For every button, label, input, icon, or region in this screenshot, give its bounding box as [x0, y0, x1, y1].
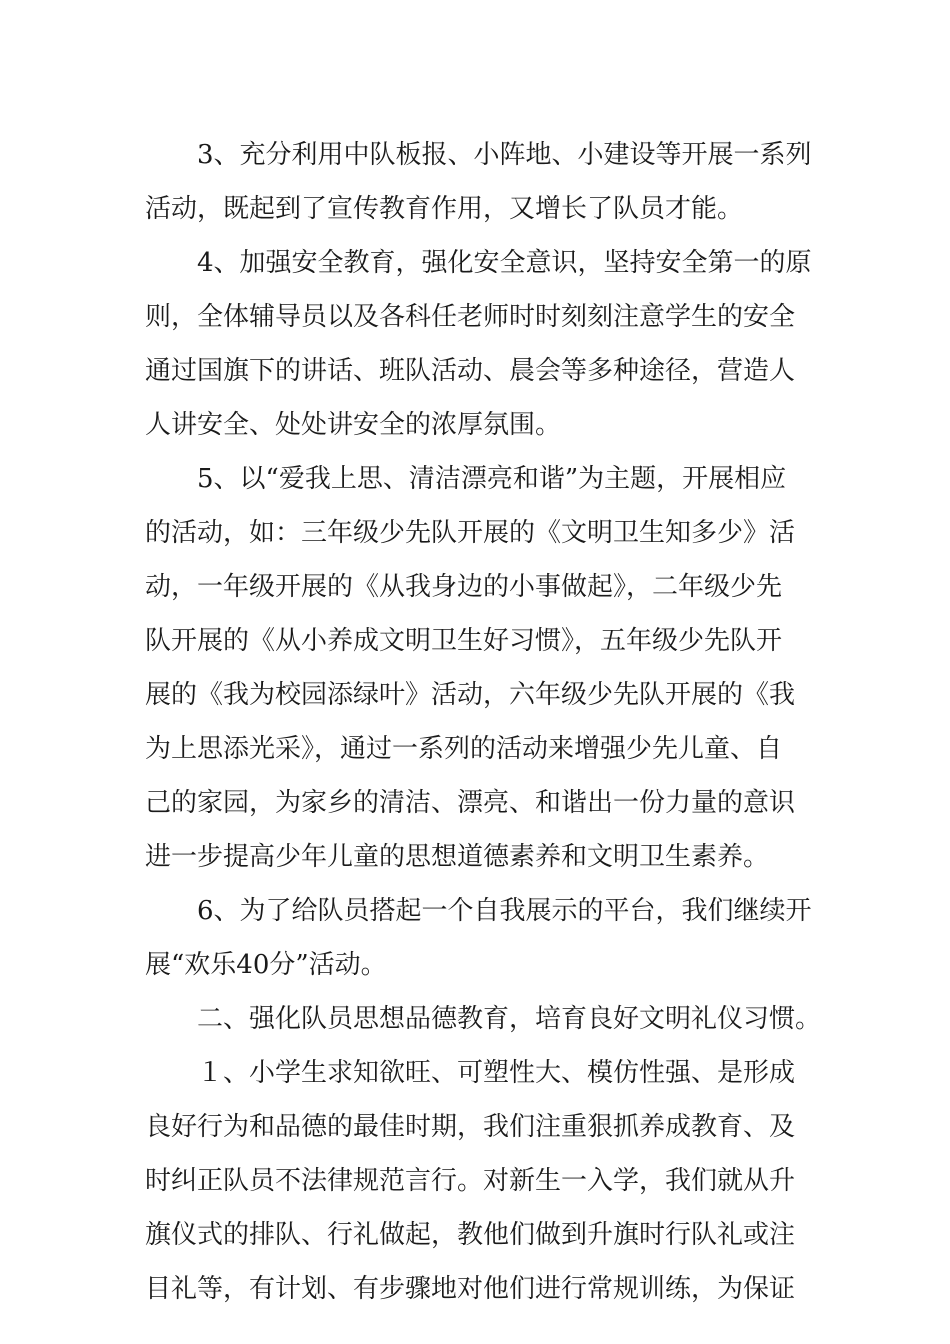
text-line: 动，一年级开展的《从我身边的小事做起》，二年级少先: [145, 572, 783, 602]
paragraph-6: [145, 884, 812, 992]
text-line: 己的家园，为家乡的清洁、漂亮、和谐出一份力量的意识: [145, 788, 796, 818]
section-heading: [145, 992, 822, 1046]
text-line: 通过国旗下的讲话、班队活动、晨会等多种途径，营造人: [145, 356, 796, 386]
document-body: [145, 128, 822, 1316]
text-line: 展的《我为校园添绿叶》活动，六年级少先队开展的《我: [145, 680, 796, 710]
text-line: 5、以“爱我上思、清洁漂亮和谐”为主题，开展相应: [197, 464, 787, 494]
section-heading-text: 二、强化队员思想品德教育，培育良好文明礼仪习惯。: [197, 1004, 822, 1034]
text-line: 为上思添光采》，通过一系列的活动来增强少先儿童、自: [145, 734, 783, 764]
paragraph-4: [145, 236, 812, 452]
paragraph-3: [145, 128, 812, 236]
text-line: 时纠正队员不法律规范言行。对新生一入学，我们就从升: [145, 1166, 796, 1196]
text-line: 队开展的《从小养成文明卫生好习惯》，五年级少先队开: [145, 626, 783, 656]
text-line: 良好行为和品德的最佳时期，我们注重狠抓养成教育、及: [145, 1112, 796, 1142]
paragraph-2-1: [145, 1046, 809, 1316]
text-line: １、小学生求知欲旺、可塑性大、模仿性强、是形成: [197, 1058, 796, 1088]
text-line: 3、充分利用中队板报、小阵地、小建设等开展一系列: [197, 140, 812, 170]
text-line: 则，全体辅导员以及各科任老师时时刻刻注意学生的安全: [145, 302, 796, 332]
text-line: 进一步提高少年儿童的思想道德素养和文明卫生素养。: [145, 842, 770, 872]
text-line: 旗仪式的排队、行礼做起，教他们做到升旗时行队礼或注: [145, 1220, 796, 1250]
text-line: 6、为了给队员搭起一个自我展示的平台，我们继续开: [197, 896, 812, 926]
text-line: 活动，既起到了宣传教育作用，又增长了队员才能。: [145, 194, 744, 224]
text-line: 展“欢乐40分”活动。: [145, 950, 387, 980]
text-line: 4、加强安全教育，强化安全意识，坚持安全第一的原: [197, 248, 812, 278]
text-line: 人讲安全、处处讲安全的浓厚氛围。: [145, 410, 562, 440]
text-line: 的活动，如：三年级少先队开展的《文明卫生知多少》活: [145, 518, 796, 548]
text-line: 目礼等，有计划、有步骤地对他们进行常规训练，为保证: [145, 1274, 796, 1304]
paragraph-5: [145, 452, 809, 884]
